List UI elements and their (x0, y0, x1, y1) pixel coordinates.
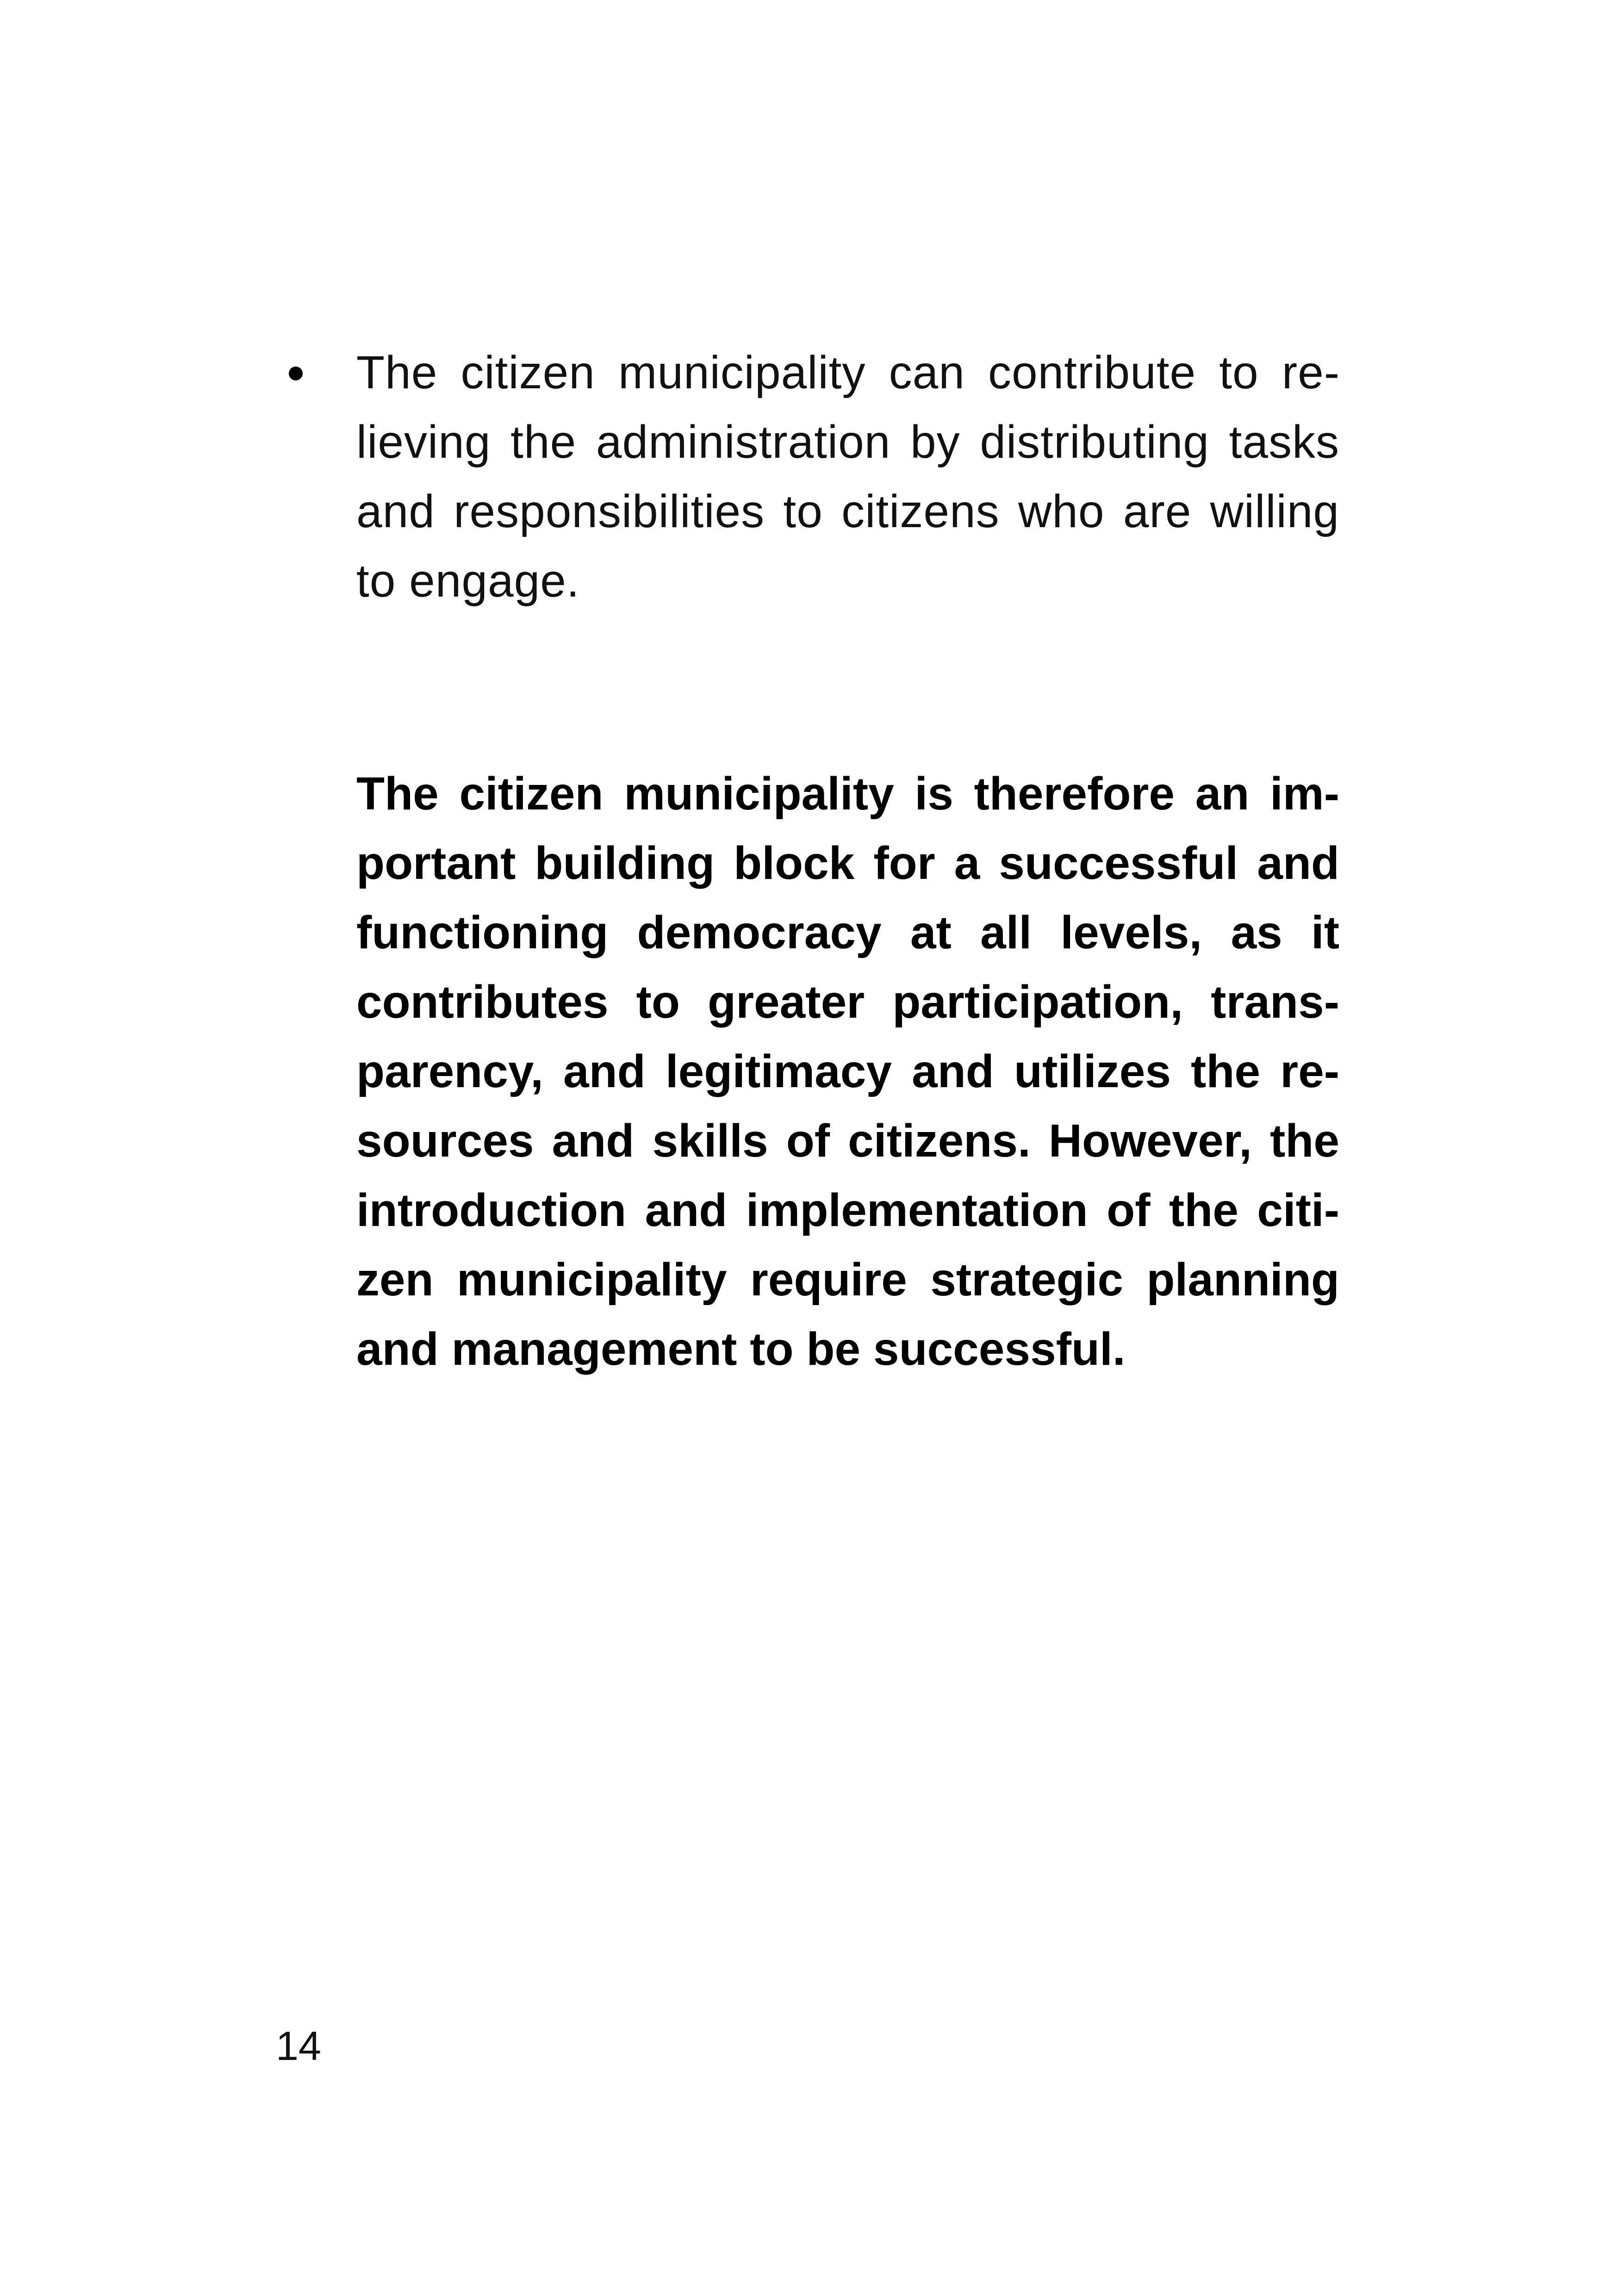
conclusion-paragraph: The citizen municipality is therefore an important building block for a successful and functioning democracy at all levels, as it contributes to greater participation, transparency, and legitimacy and utilizes the resources and skills of citizens. However, the introduction and implementation of the citizen municipality require strategic planning and management to be successful. (356, 768, 1339, 1375)
bullet-text: The citizen municipality can contribute to relieving the administration by distributing tasks and responsibilities to citizens who are willing to engage. (356, 347, 1339, 607)
page-number: 14 (276, 2023, 321, 2069)
bullet-list (275, 338, 1339, 616)
bullet-dot-icon (289, 367, 303, 380)
bullet-item (275, 338, 1339, 616)
